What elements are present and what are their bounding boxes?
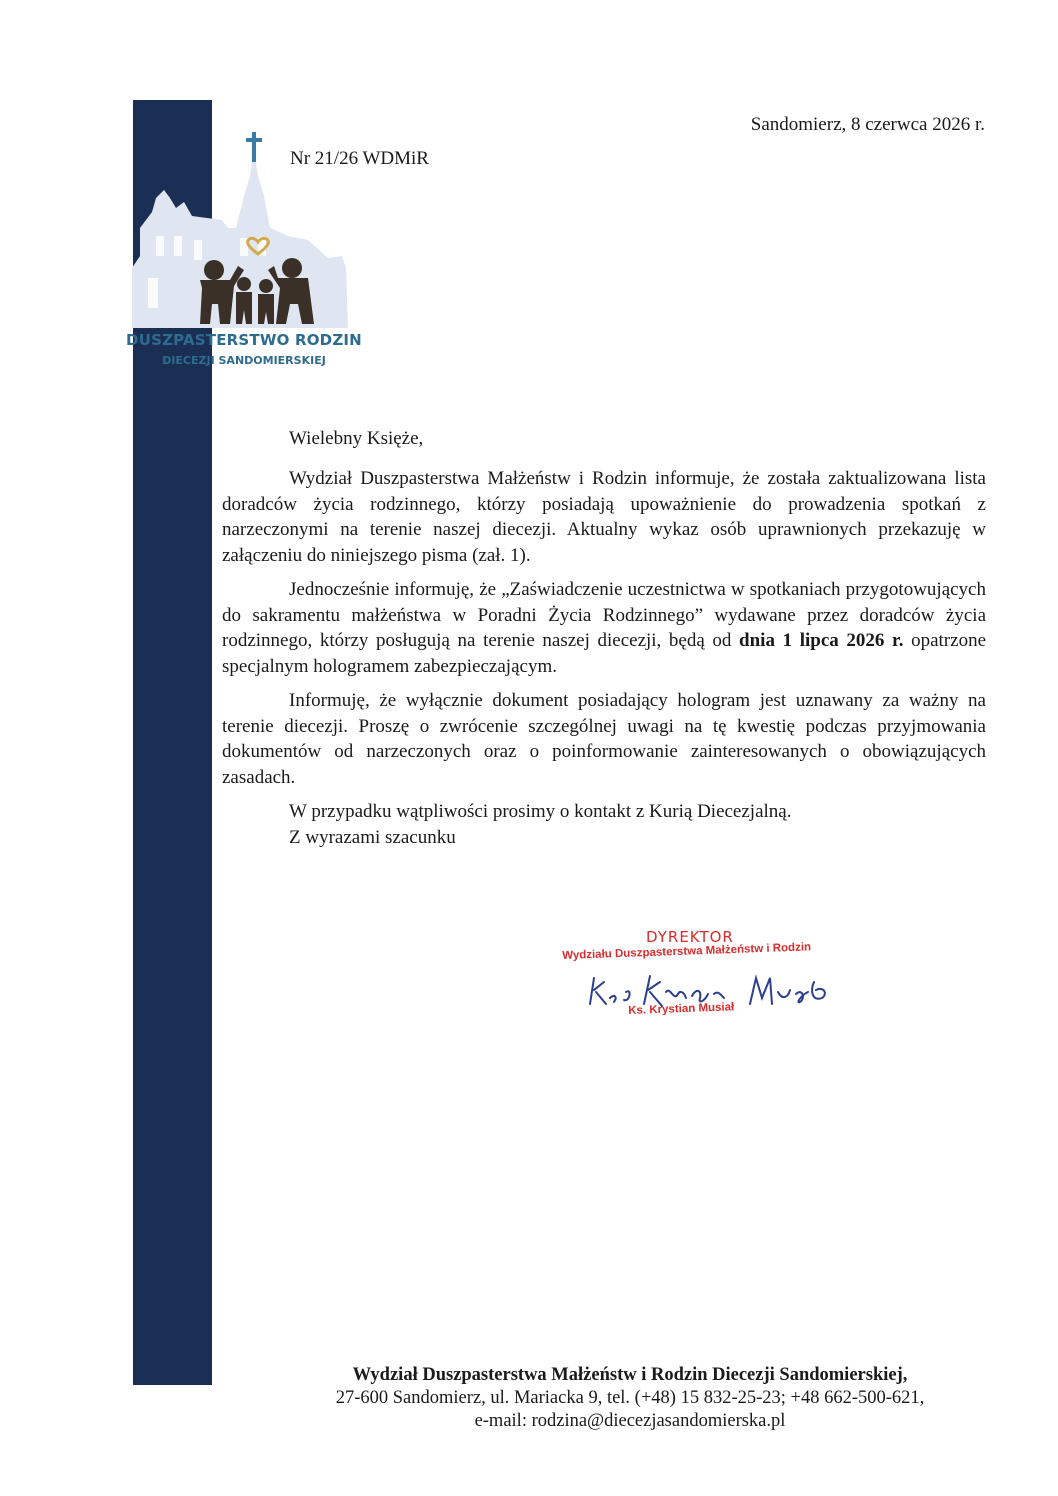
- footer-email: e-mail: rodzina@diecezjasandomierska.pl: [474, 1411, 786, 1431]
- footer: [290, 1364, 970, 1433]
- paragraph-2-start: Jednocześnie informuję, że „Zaświadczenie uczestnictwa w spotkaniach przygotowujących do sakramentu małżeństwa w Poradni Życia Rodzinnego” wydawane przez doradców życia rodzinnego, którzy posługują na terenie naszej diecezji, będą od: [222, 579, 986, 651]
- stamp-department: Wydziału Duszpasterstwa Małżeństw i Rodzin: [562, 941, 812, 962]
- paragraph-3: Informuję, że wyłącznie dokument posiadający hologram jest uznawany za ważny na terenie diecezji. Proszę o zwrócenie szczególnej uwagi na tę kwestię podczas przyjmowania dokumentów od narzeczonych oraz o poinformowanie zainteresowanych o obowiązujących zasadach.: [222, 690, 986, 788]
- footer-organization: Wydział Duszpasterstwa Małżeństw i Rodzin Diecezji Sandomierskiej,: [352, 1365, 908, 1385]
- closing: Z wyrazami szacunku: [289, 827, 456, 848]
- letter-body: [222, 466, 986, 834]
- paragraph-2: [222, 577, 986, 679]
- logo-title: DUSZPASTERSTWO RODZIN: [126, 331, 362, 349]
- place-date: Sandomierz, 8 czerwca 2026 r.: [750, 114, 985, 135]
- stamp-signatory-name: Ks. Krystian Musiał: [628, 1001, 735, 1017]
- salutation: Wielebny Księże,: [289, 428, 424, 449]
- effective-date: dnia 1 lipca 2026 r.: [739, 630, 904, 651]
- logo-subtitle: DIECEZJI SANDOMIERSKIEJ: [162, 354, 326, 367]
- footer-address: 27-600 Sandomierz, ul. Mariacka 9, tel. (+48) 15 832-25-23; +48 662-500-621,: [335, 1388, 925, 1408]
- stamp-title: DYREKTOR: [646, 928, 734, 946]
- paragraph-1: Wydział Duszpasterstwa Małżeństw i Rodzin informuje, że została zaktualizowana lista doradców życia rodzinnego, którzy posiadają upoważnienie do prowadzenia spotkań z narzeczonymi na terenie naszej diecezji. Aktualny wykaz osób uprawnionych przekazuję w załączeniu do niniejszego pisma (zał. 1).: [222, 468, 986, 566]
- director-stamp: [558, 928, 838, 1028]
- reference-number: Nr 21/26 WDMiR: [290, 148, 429, 169]
- paragraph-4: W przypadku wątpliwości prosimy o kontakt z Kurią Diecezjalną.: [289, 801, 792, 822]
- paragraph-2-end: opatrzone specjalnym hologramem zabezpieczającym.: [222, 630, 986, 677]
